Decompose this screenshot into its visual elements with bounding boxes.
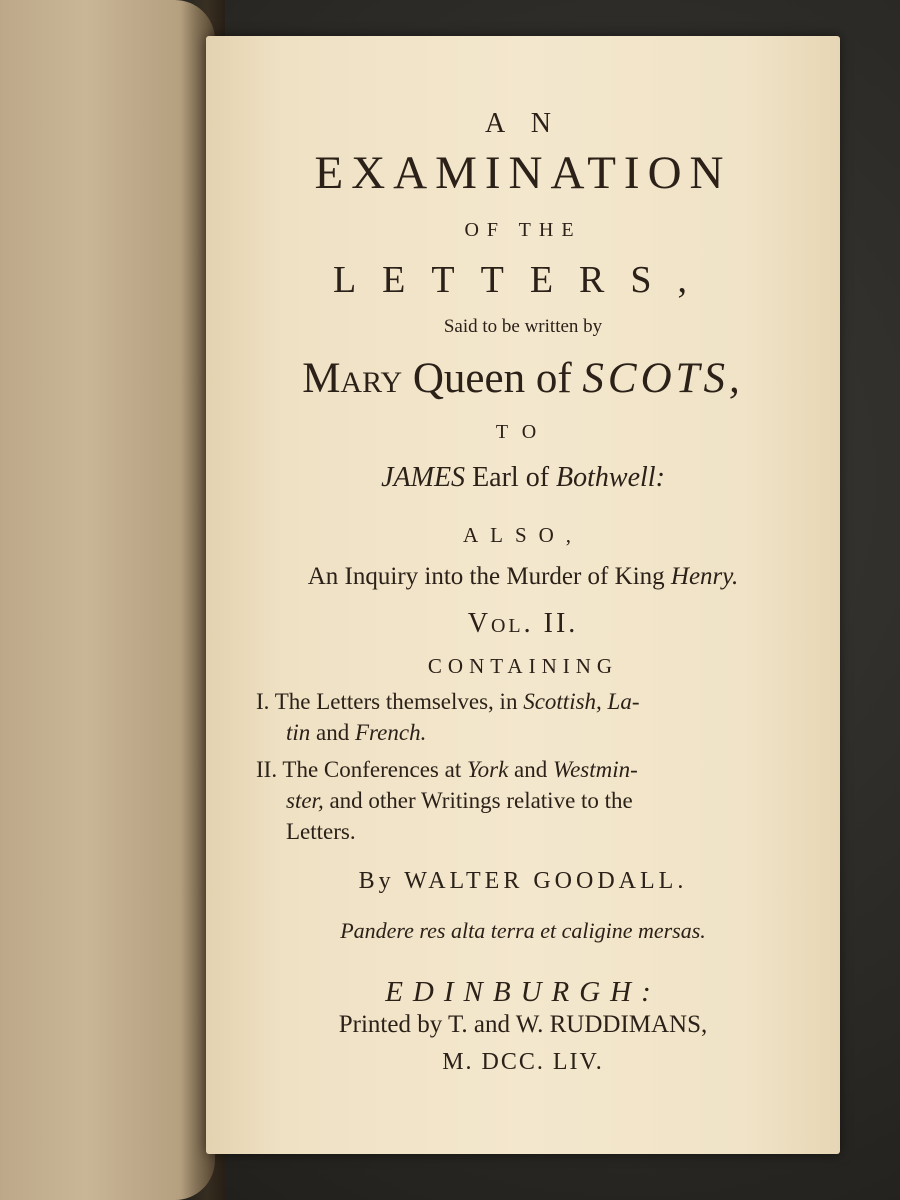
item-1-french: French. [355,720,427,745]
title-also: ALSO, [462,523,584,547]
title-to: TO [495,421,551,443]
bothwell-word: Bothwell: [556,462,665,493]
title-examination: EXAMINATION [314,147,732,199]
inquiry-text: An Inquiry into the Murder of King [307,563,671,590]
title-of-the: OF THE [464,219,582,241]
latin-motto: Pandere res alta terra et caligine mersas. [340,918,706,943]
containing-heading: CONTAINING [427,654,619,678]
item-2-other-writings: and other Writings relative to the [323,788,633,813]
contents-item-2-line-3: Letters. [286,819,356,844]
volume-number: Vol. II. [467,608,579,639]
henry-word: Henry. [670,563,739,590]
imprint-printer: Printed by T. and W. RUDDIMANS, [338,1011,708,1038]
item-2-and: and [508,757,554,782]
title-said-to-be: Said to be written by [443,316,603,337]
title-james-earl [206,462,840,494]
item-2-text: II. The Conferences at [256,757,467,782]
title-letters: LETTERS, [332,259,714,301]
mary-word: Mary [302,355,403,402]
item-2-york: York [466,757,509,782]
item-1-tin: tin [286,720,311,745]
earl-of-words: Earl of [465,462,557,493]
author-line: By WALTER GOODALL. [358,868,688,894]
title-inquiry [206,563,840,591]
item-1-text: I. The Letters themselves, in [256,689,524,714]
imprint-year: M. DCC. LIV. [442,1049,604,1075]
james-word: JAMES [381,462,466,493]
item-2-ster: ster, [286,788,324,813]
contents-item-1-line-1 [256,686,756,717]
contents-item-1-line-2 [286,717,786,748]
title-mary-queen-of-scots [206,354,840,403]
scots-word: SCOTS, [582,355,744,402]
item-2-westmin: Westmin- [553,757,638,782]
item-1-and: and [310,720,355,745]
item-1-scottish: Scottish, La- [523,689,640,714]
title-page [206,36,840,1154]
queen-of-words: Queen of [402,355,583,402]
title-an: A N [485,108,561,139]
imprint-city: EDINBURGH: [385,976,661,1008]
contents-item-2-line-2 [286,785,786,816]
contents-item-2-line-1 [256,754,756,785]
